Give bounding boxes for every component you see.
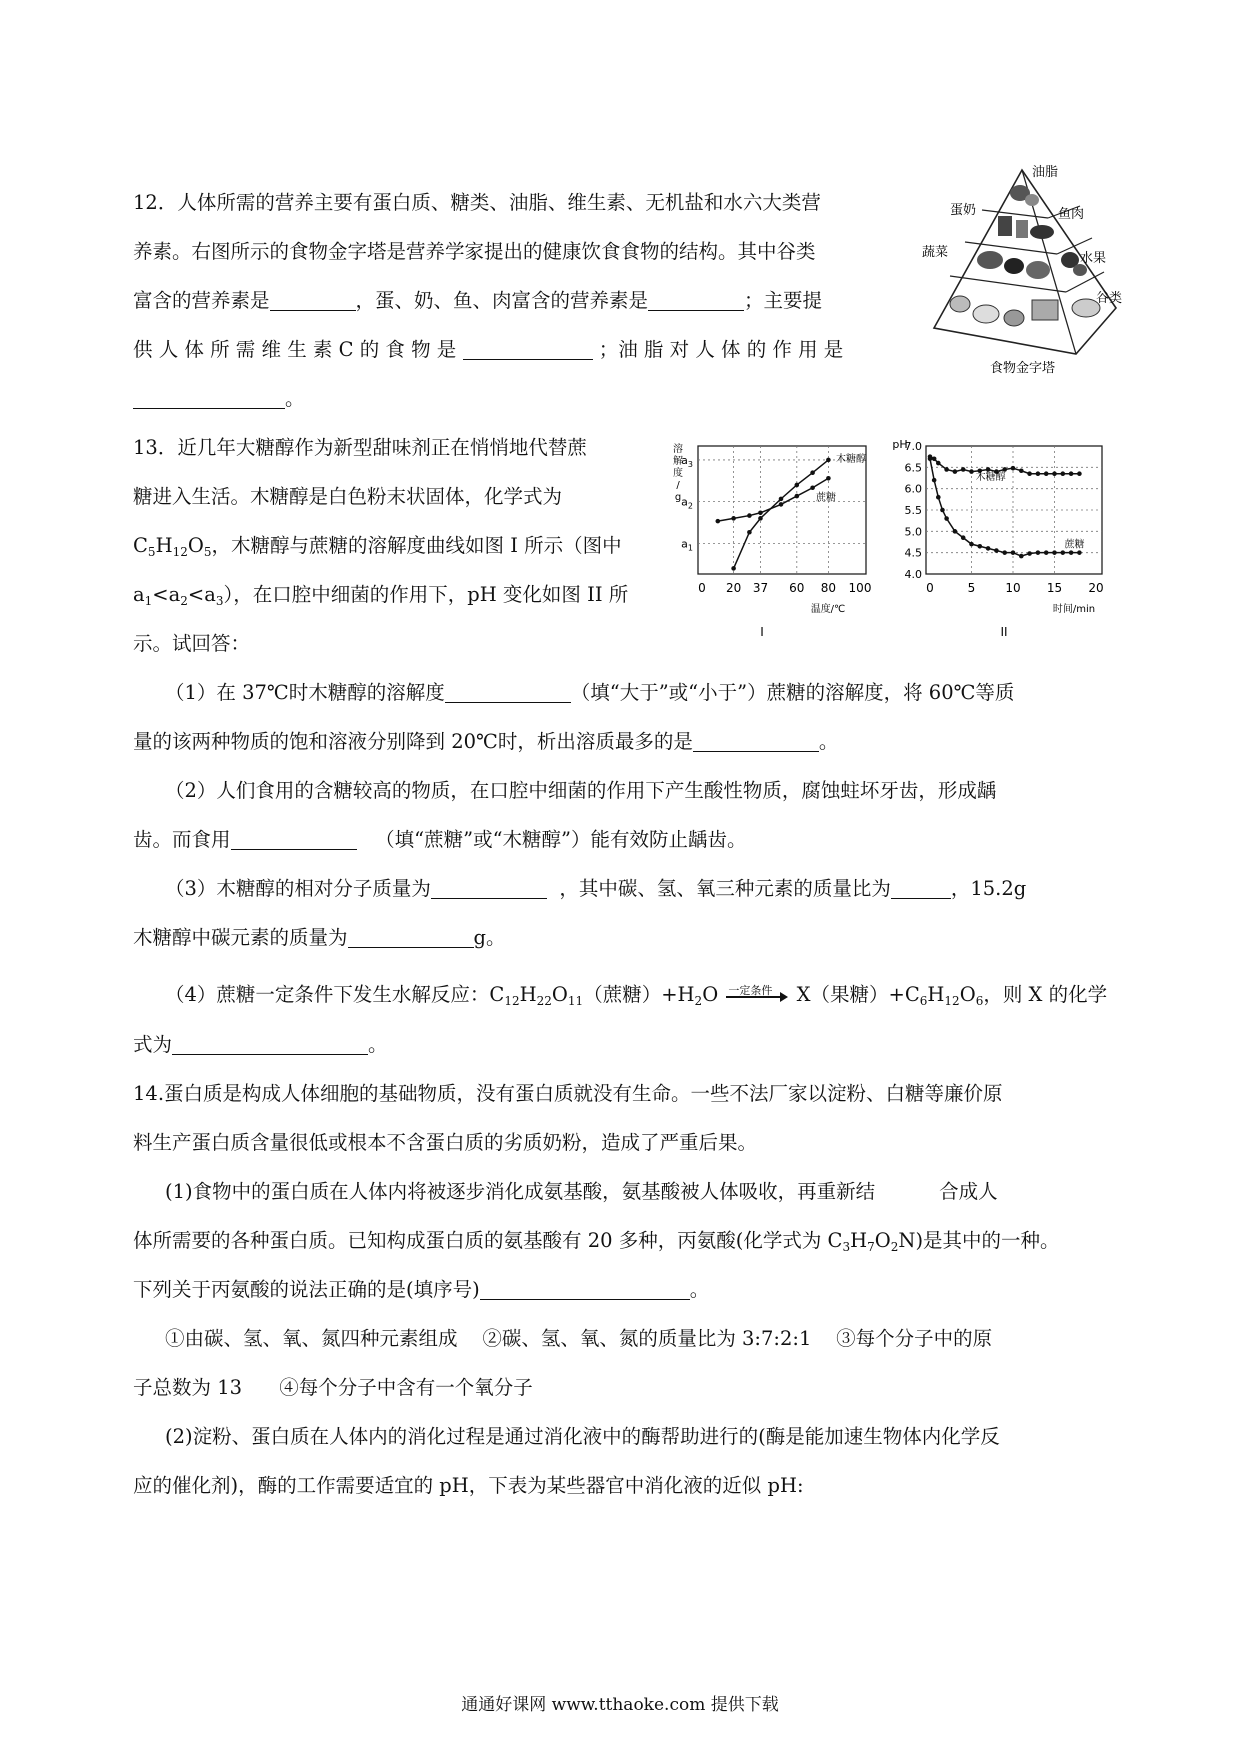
formula-part: a <box>133 583 145 606</box>
data-point <box>936 461 941 466</box>
q12-line-5 <box>133 384 305 414</box>
series-label: 蔗糖 <box>816 492 836 504</box>
data-point <box>779 497 784 502</box>
y-tick-label: $a_3$ <box>681 453 693 469</box>
data-point <box>1036 471 1041 476</box>
formula-part: O <box>187 534 204 557</box>
data-point <box>747 513 752 518</box>
formula-part: 体所需要的各种蛋白质。已知构成蛋白质的氨基酸有 20 多种，丙氨酸(化学式为 C <box>133 1229 843 1252</box>
data-point <box>969 469 974 474</box>
plot-frame <box>698 446 866 574</box>
data-point <box>1061 471 1066 476</box>
arrow-icon <box>724 986 790 1006</box>
data-point <box>1044 550 1049 555</box>
answer-blank-solubility-compare[interactable] <box>445 680 571 703</box>
pyramid-label-vegetable: 蔬菜 <box>922 245 949 260</box>
q13-p3-text-c: ，15.2g <box>950 877 1027 900</box>
data-point <box>810 470 815 475</box>
q13-p3-text-d: 木糖醇中碳元素的质量为 <box>133 926 348 949</box>
data-point <box>1002 550 1007 555</box>
q14-p1-text-f: N)是其中的一种。 <box>898 1229 1060 1252</box>
q13-line-1 <box>133 433 587 463</box>
data-point <box>1069 550 1074 555</box>
q13-text-5: 示。试回答： <box>133 632 251 655</box>
q13-text-1: 13．近几年大糖醇作为新型甜味剂正在悄悄地代替蔗 <box>133 436 587 459</box>
q13-p4-text-j: 式为 <box>133 1033 173 1056</box>
subscript: 3 <box>215 594 224 608</box>
x-tick-label: 15 <box>1046 581 1063 595</box>
q13-p1-text-a: （1）在 37℃时木糖醇的溶解度 <box>165 681 445 704</box>
pyramid-label-fruit: 水果 <box>1080 251 1107 266</box>
data-point <box>953 469 958 474</box>
x-tick-label: 5 <box>967 581 976 595</box>
q13-line-5 <box>133 629 250 659</box>
data-point <box>1061 550 1066 555</box>
subscript: 3 <box>842 1240 851 1254</box>
x-tick-label: 10 <box>1005 581 1021 595</box>
q12-text-1: 12．人体所需的营养主要有蛋白质、糖类、油脂、维生素、无机盐和水六大类营 <box>133 191 821 214</box>
q14-p2-text-b: 应的催化剂)，酶的工作需要适宜的 pH，下表为某些器官中消化液的近似 pH: <box>133 1474 804 1497</box>
q12-text-4b: ；油 脂 对 人 体 的 作 用 是 <box>598 338 844 361</box>
data-point <box>716 519 721 524</box>
q13-p4-text-k: 。 <box>368 1033 388 1056</box>
data-point <box>944 516 949 521</box>
q14-part2-line-2 <box>133 1471 804 1501</box>
q12-text-3b: ，蛋、奶、鱼、肉富含的营养素是 <box>355 289 649 312</box>
series-label: 木糖醇 <box>836 453 866 465</box>
data-point <box>1002 467 1007 472</box>
subscript: 12 <box>944 994 960 1008</box>
q13-part2-line-1 <box>165 776 996 806</box>
y-axis-label-char: / <box>676 480 680 491</box>
answer-blank-most-precipitate[interactable] <box>693 729 819 752</box>
formula-part: O <box>702 983 719 1006</box>
formula-part: H <box>927 983 945 1006</box>
formula-part: （蔗糖）+H <box>583 983 695 1006</box>
subscript: 11 <box>567 994 584 1008</box>
data-point <box>731 516 736 521</box>
data-point <box>1077 471 1082 476</box>
q14-p1-text-b: 合成人 <box>939 1180 998 1203</box>
q12-text-5: 。 <box>285 387 305 410</box>
pyramid-label-grain: 谷类 <box>1096 291 1123 306</box>
q12-text-4a: 供 人 体 所 需 维 生 素 C 的 食 物 是 <box>133 338 457 361</box>
subscript: 5 <box>147 545 156 559</box>
answer-blank-x-formula[interactable] <box>172 1032 368 1055</box>
q13-p3-text-b: ，其中碳、氢、氧三种元素的质量比为 <box>559 877 891 900</box>
q12-line-1 <box>133 188 821 218</box>
data-point <box>758 510 763 515</box>
data-point <box>1052 471 1057 476</box>
formula-part: O <box>874 1229 891 1252</box>
y-axis-label-char: 溶 <box>673 444 683 455</box>
q14-options-line-2 <box>133 1373 533 1403</box>
series-label: 木糖醇 <box>975 472 1006 484</box>
data-point <box>932 478 937 483</box>
chart-caption: I <box>760 625 764 639</box>
data-point <box>944 467 949 472</box>
x-tick-label: 0 <box>926 581 934 595</box>
data-point <box>758 516 763 521</box>
q14-p1-text-g: 下列关于丙氨酸的说法正确的是(填序号) <box>133 1278 480 1301</box>
y-axis-label-char: g <box>674 492 682 503</box>
answer-blank-prevent-caries[interactable] <box>231 827 357 850</box>
data-point <box>1036 550 1041 555</box>
subscript: 7 <box>867 1240 875 1254</box>
data-point <box>1019 468 1024 473</box>
x-tick-label: 60 <box>789 581 805 595</box>
data-point <box>978 544 983 549</box>
q13-part3-line-2 <box>133 923 506 953</box>
data-point <box>940 508 945 513</box>
formula-part: <a <box>187 583 216 606</box>
q13-p3-text-a: （3）木糖醇的相对分子质量为 <box>165 877 431 900</box>
q12-line-3 <box>133 286 822 316</box>
q13-part4-line-2 <box>133 1030 388 1060</box>
q14-part1-line-2 <box>133 1226 1060 1262</box>
q13-line-4 <box>133 580 628 616</box>
pyramid-label-fish-meat: 鱼肉 <box>1058 207 1085 222</box>
data-point <box>779 502 784 507</box>
formula-part: O <box>551 983 568 1006</box>
option-2: ②碳、氢、氧、氮的质量比为 3:7:2:1 <box>482 1327 812 1350</box>
data-point <box>1027 471 1032 476</box>
data-point <box>1027 551 1032 556</box>
data-point <box>986 467 991 472</box>
option-3-cont: 子总数为 13 <box>133 1376 243 1399</box>
data-point <box>969 542 974 547</box>
x-tick-label: 0 <box>698 581 706 595</box>
data-point <box>826 458 831 463</box>
x-axis-label: 时间/min <box>1052 604 1096 615</box>
reaction-arrow <box>724 983 790 1006</box>
q14-part1-line-3 <box>133 1275 709 1305</box>
data-point <box>747 530 752 535</box>
series-label: 蔗糖 <box>1064 539 1085 551</box>
subscript: 12 <box>504 994 520 1008</box>
x-tick-label: 100 <box>848 581 872 595</box>
q14-p1-text-a: (1)食物中的蛋白质在人体内将被逐步消化成氨基酸，氨基酸被人体吸收，再重新结 <box>165 1180 876 1203</box>
x-axis-label: 温度/℃ <box>810 604 846 615</box>
q13-p1-text-d: 。 <box>818 730 839 753</box>
q14-part1-line-1 <box>165 1177 998 1207</box>
q12-line-4 <box>133 335 843 365</box>
x-tick-label: 20 <box>725 581 742 595</box>
data-point <box>1077 550 1082 555</box>
option-3: ③每个分子中的原 <box>836 1327 993 1350</box>
data-point <box>936 495 941 500</box>
formula-part: （4）蔗糖一定条件下发生水解反应：C <box>165 983 505 1006</box>
answer-blank-carbon-mass[interactable] <box>348 925 474 948</box>
formula-part: O <box>959 983 976 1006</box>
answer-blank-mass-ratio[interactable] <box>891 876 951 899</box>
data-point <box>1011 466 1016 471</box>
data-point <box>1044 471 1049 476</box>
option-4: ④每个分子中含有一个氧分子 <box>279 1376 533 1399</box>
y-axis-label-char: 度 <box>673 468 683 479</box>
data-point <box>953 529 958 534</box>
q13-p2-text-a: （2）人们食用的含糖较高的物质，在口腔中细菌的作用下产生酸性物质，腐蚀蛀坏牙齿，形成龋 <box>165 779 997 802</box>
y-tick-label: 5.0 <box>904 525 922 539</box>
y-tick-label: 4.0 <box>904 568 922 581</box>
answer-blank-molecular-mass[interactable] <box>431 876 547 899</box>
data-point <box>1011 550 1016 555</box>
subscript: 2 <box>694 994 703 1008</box>
q13-part4-line-1 <box>165 980 1107 1016</box>
formula-part: H <box>850 1229 868 1252</box>
x-tick-label: 20 <box>1088 581 1104 595</box>
answer-blank-alanine[interactable] <box>480 1277 690 1300</box>
subscript: 5 <box>203 545 212 559</box>
q12-text-3c: ；主要提 <box>744 289 823 312</box>
q13-text-4: ），在口腔中细菌的作用下，pH 变化如图 II 所 <box>223 583 629 606</box>
formula-part: X（果糖）+C <box>796 983 920 1006</box>
q13-p1-text-c: 量的该两种物质的饱和溶液分别降到 20℃时，析出溶质最多的是 <box>133 730 693 753</box>
q13-line-3 <box>133 531 622 567</box>
subscript: 2 <box>890 1240 899 1254</box>
subscript: 12 <box>172 545 188 559</box>
q14-p2-text-a: (2)淀粉、蛋白质在人体内的消化过程是通过消化液中的酶帮助进行的(酶是能加速生物体内化学反 <box>165 1425 1000 1448</box>
subscript: 6 <box>975 994 984 1008</box>
q14-part2-line-1 <box>165 1422 1000 1452</box>
data-point <box>795 494 800 499</box>
q13-part1-line-1 <box>165 678 1014 708</box>
data-point <box>826 476 831 481</box>
q13-part1-line-2 <box>133 727 838 757</box>
data-point <box>961 535 966 540</box>
q14-options-line-1 <box>165 1324 992 1354</box>
reaction-condition-label: 一定条件 <box>728 983 773 997</box>
subscript: 6 <box>919 994 928 1008</box>
q13-part2-line-2 <box>133 825 747 855</box>
y-axis-label: pH <box>892 438 908 451</box>
q13-p3-text-e: g。 <box>473 926 506 949</box>
q13-text-2: 糖进入生活。木糖醇是白色粉末状固体，化学式为 <box>133 485 563 508</box>
y-tick-label: 6.5 <box>904 461 922 475</box>
subscript: 1 <box>144 594 153 608</box>
q13-p1-text-b: （填“大于”或“小于”）蔗糖的溶解度，将 60℃等质 <box>570 681 1015 704</box>
data-point <box>932 457 937 462</box>
data-point <box>1019 554 1024 559</box>
q13-p4-text: ，则 X 的化学 <box>983 983 1108 1006</box>
x-tick-label: 80 <box>820 581 837 595</box>
q13-p2-text-b: 齿。而食用 <box>133 828 231 851</box>
formula-part: C <box>133 534 148 557</box>
data-point <box>1069 471 1074 476</box>
chart-caption: II <box>1000 625 1008 639</box>
q14-line-1 <box>133 1079 1003 1109</box>
formula-part: H <box>155 534 173 557</box>
data-point <box>928 457 933 462</box>
y-axis-label-char: 解 <box>673 456 683 467</box>
data-point <box>986 546 991 551</box>
data-point <box>1052 550 1057 555</box>
option-1: ①由碳、氢、氧、氮四种元素组成 <box>165 1327 458 1350</box>
data-point <box>961 467 966 472</box>
pyramid-label-oil: 油脂 <box>1032 165 1059 180</box>
y-tick-label: $a_1$ <box>681 537 693 553</box>
q13-part3-line-1 <box>165 874 1026 904</box>
subscript: 22 <box>536 994 552 1008</box>
pyramid-caption: 食物金字塔 <box>990 361 1056 376</box>
answer-blank-grain-nutrient[interactable] <box>270 288 356 311</box>
q14-line-2 <box>133 1128 757 1158</box>
ph-chart <box>888 434 1114 640</box>
food-pyramid-figure <box>920 158 1134 380</box>
x-tick-label: 37 <box>752 581 769 595</box>
page-footer: 通通好课网 www.tthaoke.com 提供下载 <box>461 1695 779 1715</box>
y-tick-label: $a_2$ <box>681 495 693 511</box>
q13-text-3: ，木糖醇与蔗糖的溶解度曲线如图 I 所示（图中 <box>211 534 622 557</box>
q14-p1-text-h: 。 <box>689 1278 710 1301</box>
data-point <box>810 485 815 490</box>
y-tick-label: 4.5 <box>904 546 922 560</box>
data-point <box>994 548 999 553</box>
data-point <box>731 566 736 571</box>
q14-text-1: 14.蛋白质是构成人体细胞的基础物质，没有蛋白质就没有生命。一些不法厂家以淀粉、白糖等廉价原 <box>133 1082 1003 1105</box>
y-tick-label: 5.5 <box>904 504 922 517</box>
formula-part: H <box>519 983 537 1006</box>
q12-text-3a: 富含的营养素是 <box>133 289 270 312</box>
data-point <box>795 483 800 488</box>
answer-blank-fat-function[interactable] <box>133 386 285 409</box>
answer-blank-egg-nutrient[interactable] <box>648 288 744 311</box>
pyramid-label-egg-milk: 蛋奶 <box>950 203 977 218</box>
q12-text-2: 养素。右图所示的食物金字塔是营养学家提出的健康饮食食物的结构。其中谷类 <box>133 240 816 263</box>
q13-line-2 <box>133 482 562 512</box>
q12-line-2 <box>133 237 816 267</box>
q14-text-2: 料生产蛋白质含量很低或根本不含蛋白质的劣质奶粉，造成了严重后果。 <box>133 1131 758 1154</box>
y-tick-label: 7.0 <box>904 440 922 453</box>
q13-p2-text-c: （填“蔗糖”或“木糖醇”）能有效防止龋齿。 <box>375 828 747 851</box>
series-line-蔗糖 <box>718 478 829 521</box>
subscript: 2 <box>180 594 188 608</box>
formula-part: <a <box>152 583 181 606</box>
answer-blank-vitamin-c-food[interactable] <box>463 337 593 360</box>
solubility-chart <box>668 434 876 640</box>
y-tick-label: 6.0 <box>904 482 922 496</box>
